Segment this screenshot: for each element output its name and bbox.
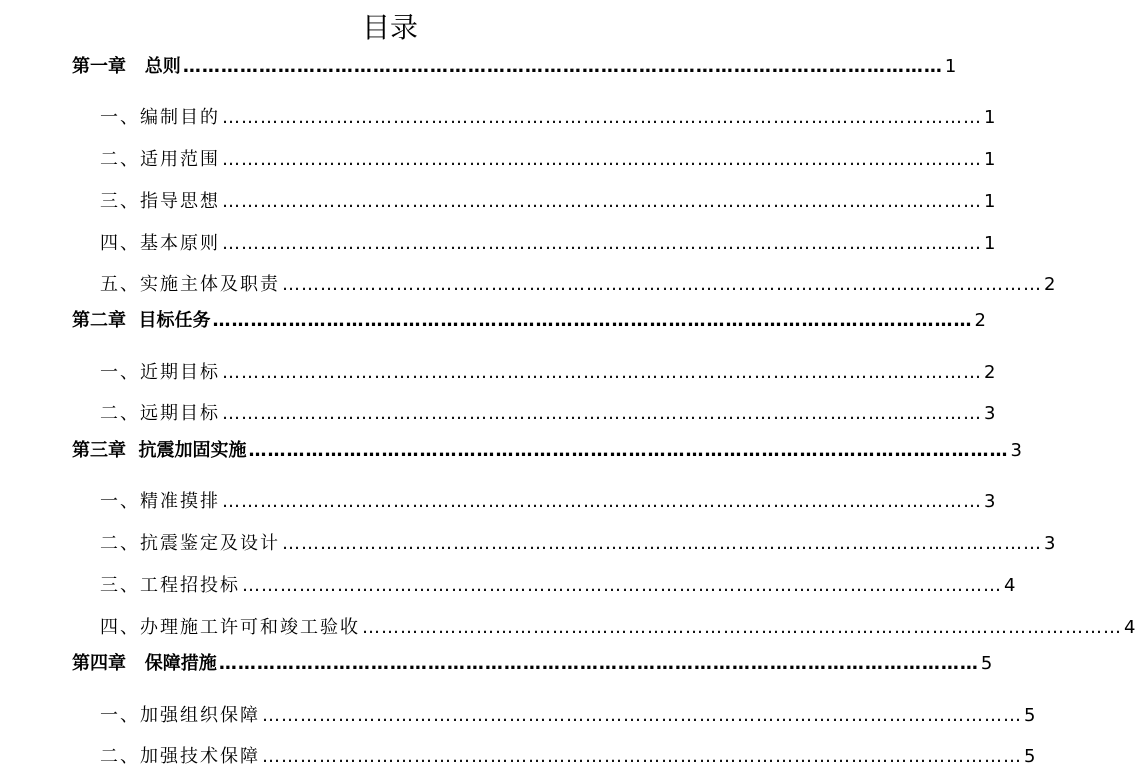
- dot-leader: …………………………………………………………………………………………………………: [248, 440, 1009, 461]
- toc-entry-page: 3: [1010, 440, 1022, 461]
- toc-entry-page: 3: [984, 491, 996, 512]
- toc-entry-page: 1: [984, 191, 996, 212]
- toc-entry-label: 一、近期目标: [100, 362, 220, 383]
- toc-entry-label: 四、基本原则: [100, 233, 220, 254]
- dot-leader: …………………………………………………………………………………………………………: [212, 310, 973, 331]
- toc-entry-section-1-1[interactable]: [100, 103, 996, 133]
- toc-entry-label: 二、抗震鉴定及设计: [100, 533, 280, 554]
- toc-entry-label: 三、指导思想: [100, 191, 220, 212]
- toc-entry-label: 第三章 抗震加固实施: [72, 440, 247, 461]
- toc-entry-section-1-2[interactable]: [100, 145, 996, 175]
- toc-entry-page: 1: [984, 107, 996, 128]
- dot-leader: …………………………………………………………………………………………………………: [262, 746, 1022, 767]
- toc-entry-label: 第四章 保障措施: [72, 653, 217, 674]
- toc-entry-page: 4: [1124, 617, 1135, 638]
- toc-entry-chapter-4[interactable]: [72, 649, 993, 679]
- toc-entry-page: 3: [984, 403, 996, 424]
- dot-leader: …………………………………………………………………………………………………………: [282, 533, 1042, 554]
- toc-entry-page: 5: [1024, 746, 1036, 767]
- toc-entry-page: 5: [980, 653, 993, 674]
- toc-entry-page: 4: [1004, 575, 1016, 596]
- toc-entry-page: 2: [1044, 274, 1056, 295]
- dot-leader: …………………………………………………………………………………………………………: [222, 191, 982, 212]
- toc-entry-label: 一、加强组织保障: [100, 705, 260, 726]
- toc-entry-page: 2: [974, 310, 986, 331]
- dot-leader: …………………………………………………………………………………………………………: [222, 403, 982, 424]
- toc-entry-section-4-1[interactable]: [100, 701, 1036, 731]
- dot-leader: …………………………………………………………………………………………………………: [182, 56, 943, 77]
- toc-entry-section-4-2[interactable]: [100, 742, 1036, 772]
- toc-entry-label: 一、精准摸排: [100, 491, 220, 512]
- toc-entry-chapter-3[interactable]: [72, 436, 1022, 466]
- toc-entry-page: 2: [984, 362, 996, 383]
- dot-leader: …………………………………………………………………………………………………………: [222, 107, 982, 128]
- toc-entry-label: 五、实施主体及职责: [100, 274, 280, 295]
- toc-entry-section-3-3[interactable]: [100, 571, 1016, 601]
- toc-entry-section-3-1[interactable]: [100, 487, 996, 517]
- dot-leader: …………………………………………………………………………………………………………: [222, 233, 982, 254]
- toc-entry-section-3-4[interactable]: [100, 613, 1135, 643]
- toc-entry-page: 3: [1044, 533, 1056, 554]
- toc-title: 目录: [361, 11, 418, 44]
- toc-entry-chapter-2[interactable]: [72, 306, 986, 336]
- dot-leader: …………………………………………………………………………………………………………: [282, 274, 1042, 295]
- toc-entry-label: 二、适用范围: [100, 149, 220, 170]
- dot-leader: …………………………………………………………………………………………………………: [222, 362, 982, 383]
- dot-leader: …………………………………………………………………………………………………………: [222, 149, 982, 170]
- dot-leader: …………………………………………………………………………………………………………: [218, 653, 979, 674]
- toc-entry-section-1-3[interactable]: [100, 187, 996, 217]
- dot-leader: …………………………………………………………………………………………………………: [262, 705, 1022, 726]
- toc-entry-section-1-4[interactable]: [100, 229, 996, 259]
- toc-entry-label: 第一章 总则: [72, 56, 181, 77]
- toc-entry-page: 1: [984, 233, 996, 254]
- toc-entry-page: 5: [1024, 705, 1036, 726]
- toc-entry-section-3-2[interactable]: [100, 529, 1056, 559]
- dot-leader: …………………………………………………………………………………………………………: [222, 491, 982, 512]
- toc-entry-section-1-5[interactable]: [100, 270, 1056, 300]
- toc-entry-label: 一、编制目的: [100, 107, 220, 128]
- toc-entry-label: 二、加强技术保障: [100, 746, 260, 767]
- toc-entry-section-2-2[interactable]: [100, 399, 996, 429]
- toc-entry-label: 二、远期目标: [100, 403, 220, 424]
- toc-entry-section-2-1[interactable]: [100, 358, 996, 388]
- toc-entry-label: 四、办理施工许可和竣工验收: [100, 617, 360, 638]
- toc-entry-chapter-1[interactable]: [72, 52, 957, 82]
- toc-entry-label: 第二章 目标任务: [72, 310, 211, 331]
- toc-entry-page: 1: [984, 149, 996, 170]
- dot-leader: …………………………………………………………………………………………………………: [362, 617, 1122, 638]
- toc-entry-label: 三、工程招投标: [100, 575, 240, 596]
- toc-entry-page: 1: [944, 56, 957, 77]
- dot-leader: …………………………………………………………………………………………………………: [242, 575, 1002, 596]
